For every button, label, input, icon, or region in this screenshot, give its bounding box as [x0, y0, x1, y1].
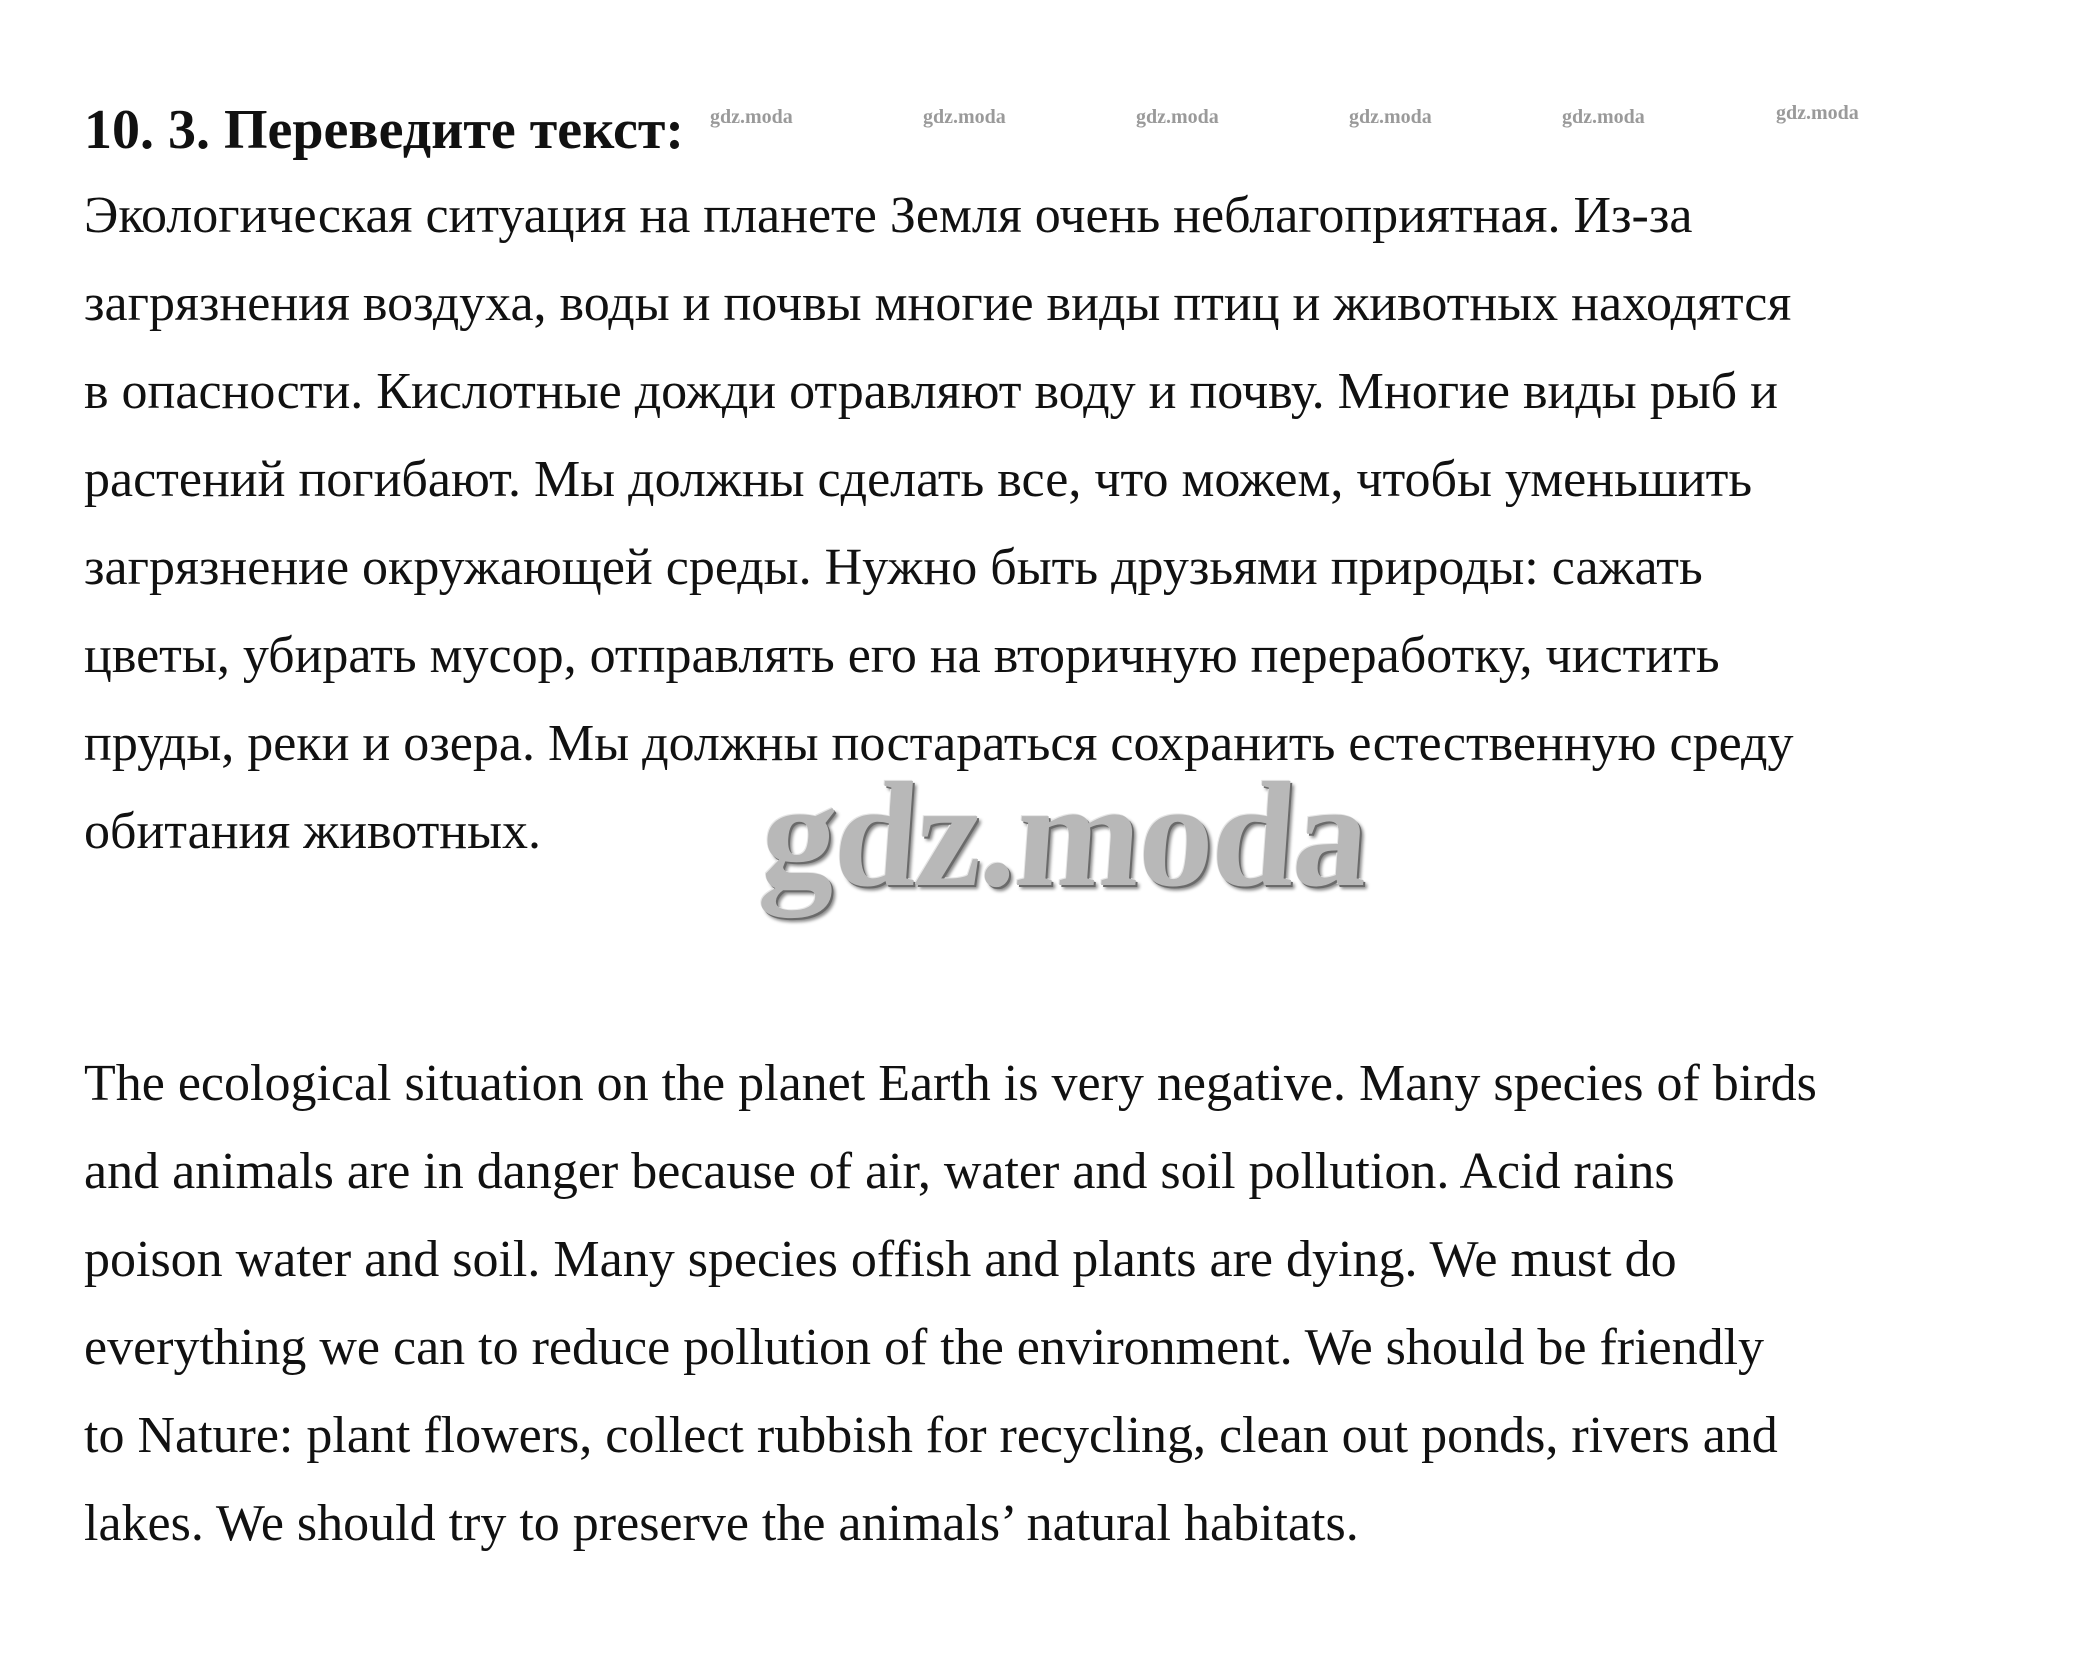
exercise-heading: 10. 3. Переведите текст: [84, 99, 684, 161]
watermark-small: gdz.moda [1136, 106, 1219, 128]
text-line: в опасности. Кислотные дожди отравляют воду и почву. Многие виды рыб и [84, 363, 1778, 420]
text-line: растений погибают. Мы должны сделать все, что можем, чтобы уменьшить [84, 451, 1753, 508]
text-line: and animals are in danger because of air, water and soil pollution. Acid rains [84, 1143, 1675, 1200]
text-line: to Nature: plant flowers, collect rubbish for recycling, clean out ponds, rivers and [84, 1407, 1778, 1464]
text-line: загрязнения воздуха, воды и почвы многие виды птиц и животных находятся [84, 275, 1792, 332]
text-line: poison water and soil. Many species offish and plants are dying. We must do [84, 1231, 1677, 1288]
watermark-small: gdz.moda [1562, 106, 1645, 128]
text-line: The ecological situation on the planet Earth is very negative. Many species of birds [84, 1055, 1817, 1112]
watermark-small: gdz.moda [1349, 106, 1432, 128]
watermark-large: gdz.moda [756, 752, 1373, 918]
text-line: цветы, убирать мусор, отправлять его на вторичную переработку, чистить [84, 627, 1720, 684]
watermark-small: gdz.moda [710, 106, 793, 128]
text-line: everything we can to reduce pollution of the environment. We should be friendly [84, 1319, 1765, 1376]
watermark-small: gdz.moda [1776, 102, 1859, 124]
text-line: загрязнение окружающей среды. Нужно быть друзьями природы: сажать [84, 539, 1703, 596]
text-line: обитания животных. [84, 803, 542, 860]
english-paragraph [84, 1040, 1817, 1568]
text-line: Экологическая ситуация на планете Земля очень неблагоприятная. Из-за [84, 187, 1693, 244]
text-line: пруды, реки и озера. Мы должны постараться сохранить естественную среду [84, 715, 1794, 772]
watermark-small: gdz.moda [923, 106, 1006, 128]
text-line: lakes. We should try to preserve the animals’ natural habitats. [84, 1495, 1359, 1552]
